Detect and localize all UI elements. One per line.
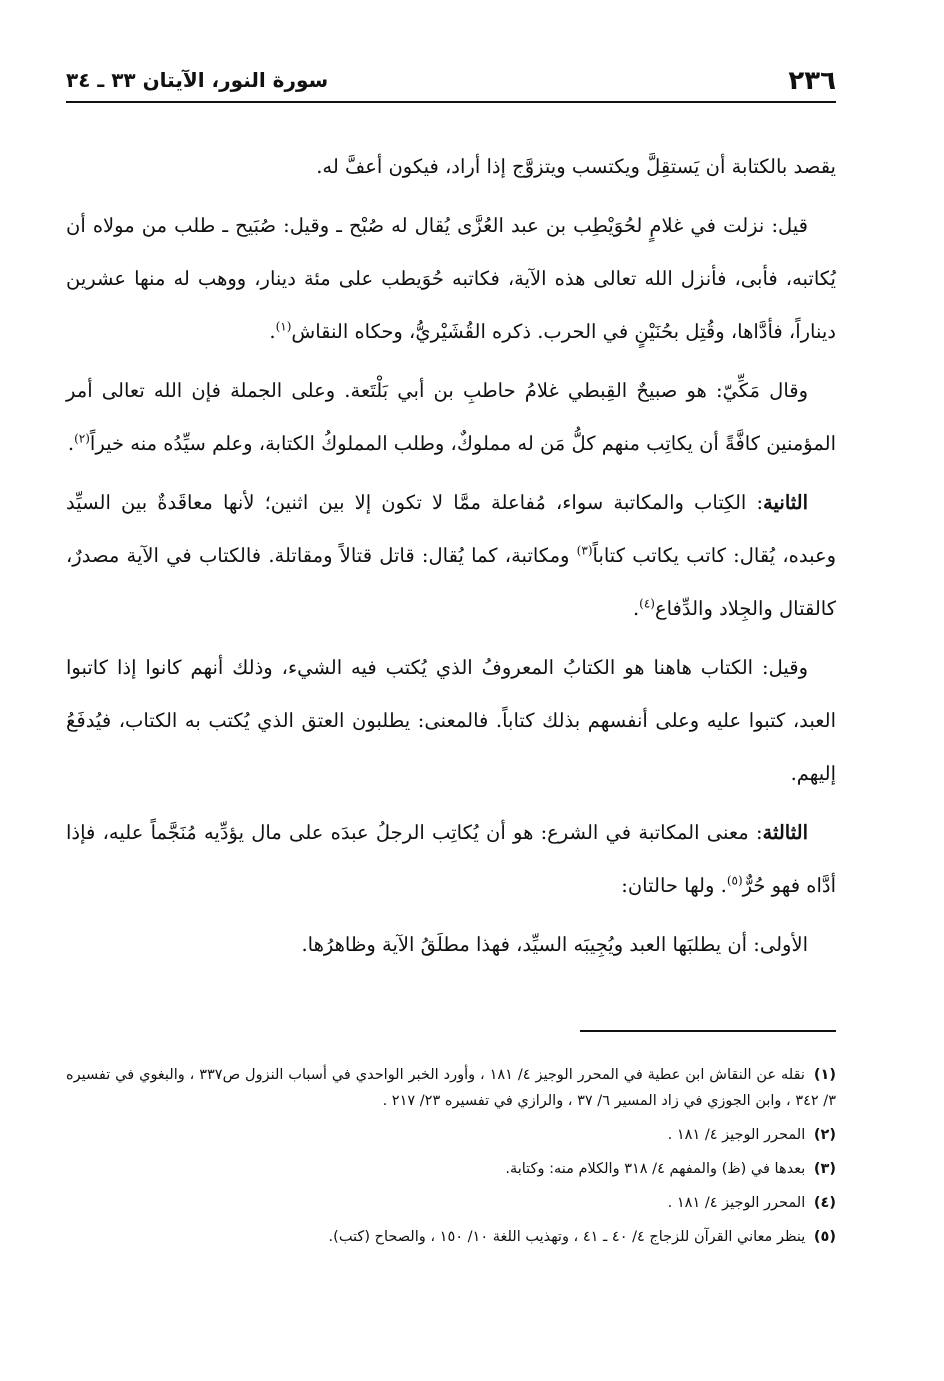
footnote-4: (٤) المحرر الوجيز ٤/ ١٨١ . — [667, 1195, 836, 1211]
footnote-5: (٥) ينظر معاني القرآن للزجاج ٤/ ٤٠ ـ ٤١ ، وتهذيب اللغة ١٠/ ١٥٠ ، والصحاح (كتب). — [328, 1229, 836, 1245]
footnote-separator — [580, 1030, 836, 1032]
footnote-ref-5[interactable]: (٥) — [726, 873, 743, 888]
page-number: ٢٣٦ — [788, 66, 836, 96]
footnote-2: (٢) المحرر الوجيز ٤/ ١٨١ . — [667, 1127, 836, 1143]
paragraph-3: وقال مَكِّيّ: هو صبيحٌ القِبطي غلامُ حاطبِ بن أبي بَلْتَعة. وعلى الجملة فإن الله تعالى أمر المؤمنين كافَّةً أن يكاتِب منهم كلُّ مَن له مملوكٌ، وطلب المملوكُ الكتابة، وعلم سيِّدُه منه خيراً$^{(٢)}$. — [66, 379, 836, 455]
footnote-ref-1[interactable]: (١) — [275, 319, 292, 334]
section-lead-second: الثانية — [763, 491, 808, 514]
paragraph-1: يقصد بالكتابة أن يَستقِلَّ ويكتسب ويتزوَّج إذا أراد، فيكون أعفَّ له. — [316, 155, 836, 178]
paragraph-2: قيل: نزلت في غلامٍ لحُوَيْطِب بن عبد العُزَّى يُقال له صُبْح ـ وقيل: صُبَيح ـ طلب من مولاه أن يُكاتبه، فأبى، فأنزل الله تعالى هذه الآية، فكاتبه حُوَيطب على مئة دينار، ووهب له منها عشرين ديناراً، فأدَّاها، وقُتِل بحُنَيْنٍ في الحرب. ذكره القُشَيْريُّ، وحكاه النقاش$^{(١)}$. — [66, 214, 836, 343]
paragraph-6: الثالثة: معنى المكاتبة في الشرع: هو أن يُكاتِب الرجلُ عبدَه على مال يؤدِّيه مُنَجَّماً عليه، فإذا أدَّاه فهو حُرٌّ$^{(٥)}$. ولها حالتان: — [66, 821, 836, 897]
footnote-ref-2[interactable]: (٢) — [74, 431, 90, 446]
paragraph-7: الأولى: أن يطلبَها العبد ويُجِيبَه السيِّد، فهذا مطلَقُ الآية وظاهرُها. — [301, 933, 808, 956]
footnotes — [66, 1062, 836, 1258]
section-lead-third: الثالثة — [762, 821, 808, 844]
paragraph-4: الثانية: الكِتاب والمكاتبة سواء، مُفاعلة ممَّا لا تكون إلا بين اثنين؛ لأنها معاقَدةٌ بين السيِّد وعبده، يُقال: كاتب يكاتب كتاباً$^{(٣)}$ ومكاتبة، كما يُقال: قاتل قتالاً ومقاتلة. فالكتاب في الآية مصدرٌ، كالقتال والجِلاد والدِّفاع$^{(٤)}$. — [66, 491, 837, 620]
header-rule — [66, 101, 836, 103]
footnote-1: (١) نقله عن النقاش ابن عطية في المحرر الوجيز ٤/ ١٨١ ، وأورد الخبر الواحدي في أسباب النزول ص٣٣٧ ، والبغوي في تفسيره ٣/ ٣٤٢ ، وابن الجوزي في زاد المسير ٦/ ٣٧ ، والرازي في تفسيره ٢٣/ ٢١٧ . — [66, 1067, 836, 1109]
main-text — [66, 140, 836, 977]
page-header — [66, 62, 836, 100]
footnote-ref-3[interactable]: (٣) — [576, 543, 593, 558]
running-title: سورة النور، الآيتان ٣٣ ـ ٣٤ — [66, 68, 329, 92]
footnote-ref-4[interactable]: (٤) — [639, 596, 655, 611]
footnote-3: (٣) بعدها في (ظ) والمفهم ٤/ ٣١٨ والكلام منه: وكتابة. — [505, 1161, 836, 1177]
paragraph-5: وقيل: الكتاب هاهنا هو الكتابُ المعروفُ الذي يُكتب فيه الشيء، وذلك أنهم كانوا إذا كاتبوا العبد، كتبوا عليه وعلى أنفسهم بذلك كتاباً. فالمعنى: يطلبون العتق الذي يُكتب به الكتاب، فيُدفَعُ إليهم. — [66, 656, 836, 785]
